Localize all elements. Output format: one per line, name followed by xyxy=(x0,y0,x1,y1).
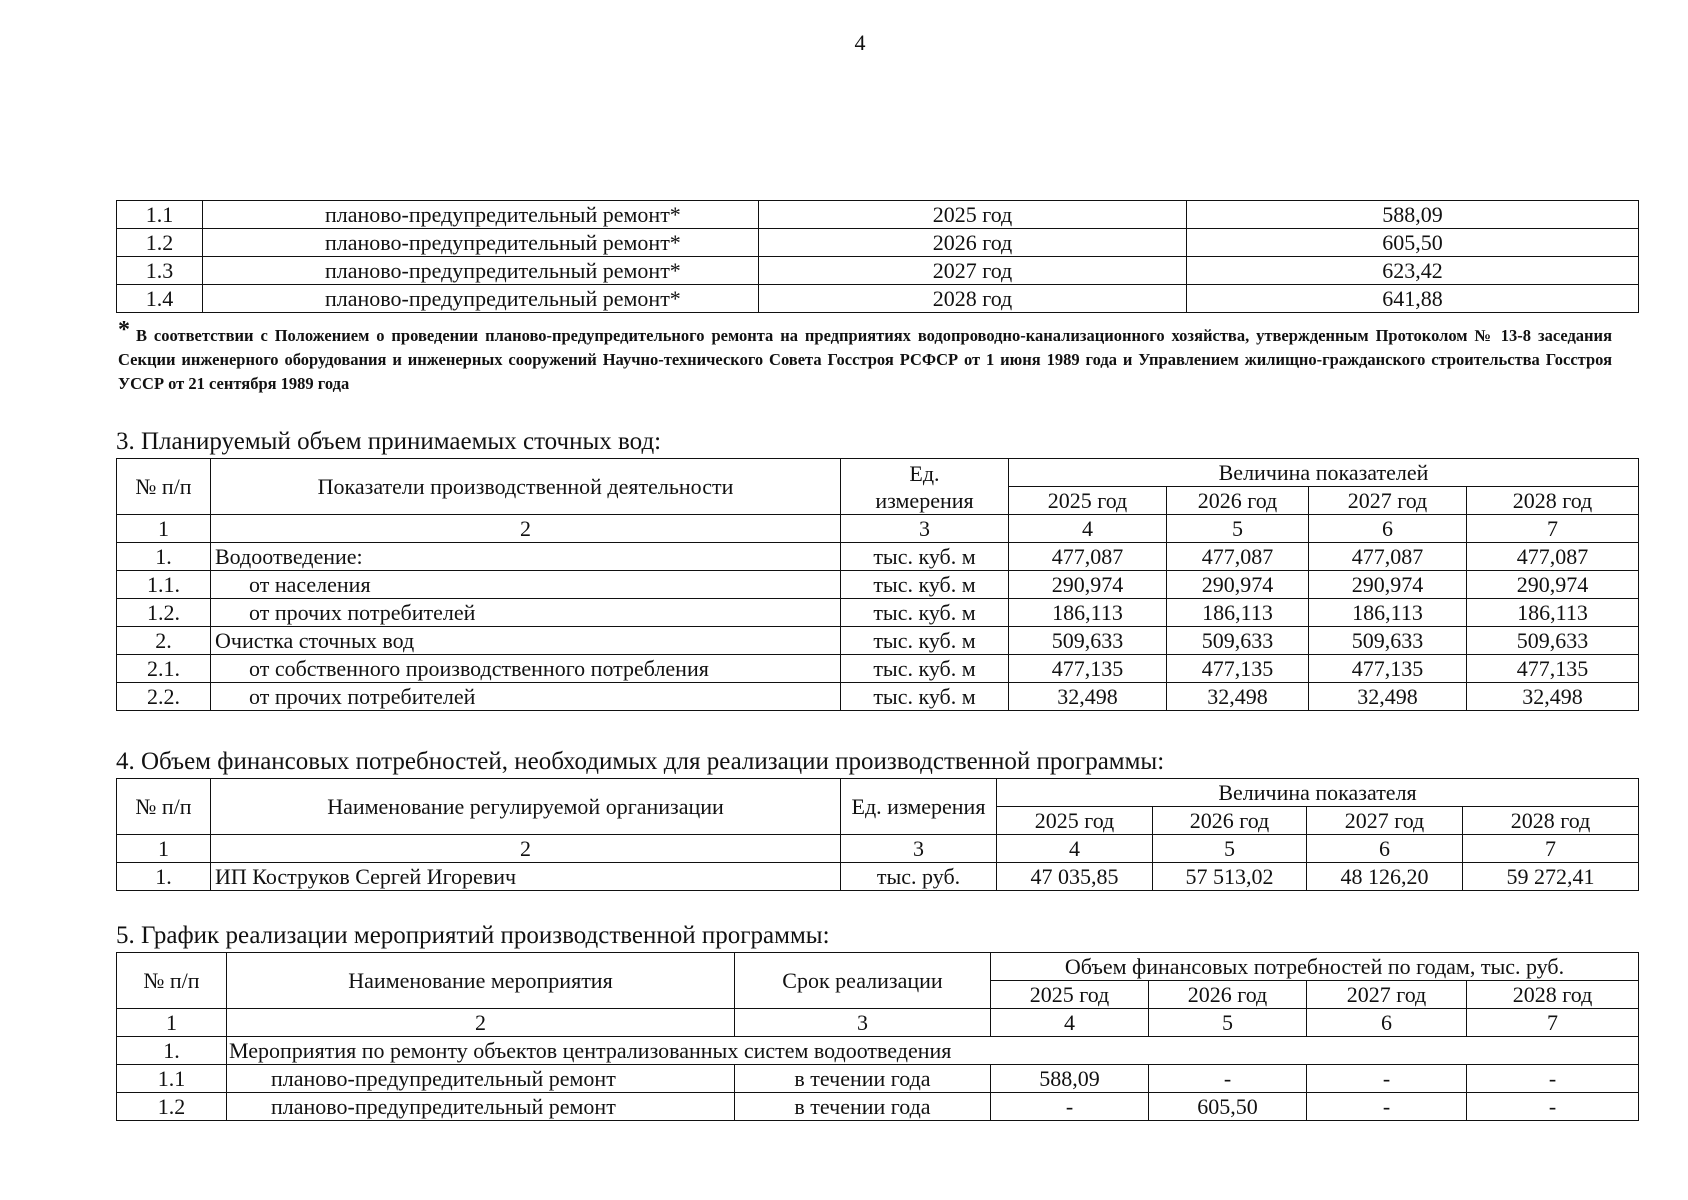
row-value: 290,974 xyxy=(1167,571,1309,599)
row-value: 290,974 xyxy=(1467,571,1639,599)
row-value: 57 513,02 xyxy=(1153,863,1307,891)
row-value: - xyxy=(1307,1093,1467,1121)
header-year: 2025 год xyxy=(997,807,1153,835)
header-num: № п/п xyxy=(117,953,227,1009)
row-value: 605,50 xyxy=(1187,229,1639,257)
financial-needs-table-header xyxy=(117,779,1639,863)
table-row xyxy=(117,229,1639,257)
row-number: 1.2. xyxy=(117,599,211,627)
row-name: планово-предупредительный ремонт* xyxy=(203,201,759,229)
row-value: 588,09 xyxy=(991,1065,1149,1093)
row-value: - xyxy=(1467,1093,1639,1121)
row-number: 1.1 xyxy=(117,1065,227,1093)
header-year: 2028 год xyxy=(1467,487,1639,515)
row-term: в течении года xyxy=(735,1065,991,1093)
financial-needs-table-body xyxy=(117,863,1639,891)
row-value: - xyxy=(991,1093,1149,1121)
row-number: 1.2 xyxy=(117,229,203,257)
header-group: Объем финансовых потребностей по годам, тыс. руб. xyxy=(991,953,1639,981)
row-number: 2. xyxy=(117,627,211,655)
row-value: 186,113 xyxy=(1309,599,1467,627)
row-name: планово-предупредительный ремонт xyxy=(227,1093,735,1121)
row-value: 509,633 xyxy=(1467,627,1639,655)
row-value: 32,498 xyxy=(1467,683,1639,711)
col-number: 2 xyxy=(211,835,841,863)
wastewater-volume-table xyxy=(116,458,1639,711)
row-name: от собственного производственного потребления xyxy=(211,655,841,683)
header-group: Величина показателя xyxy=(997,779,1639,807)
col-number: 6 xyxy=(1307,1009,1467,1037)
row-value: 477,087 xyxy=(1309,543,1467,571)
row-value: 477,135 xyxy=(1309,655,1467,683)
col-number: 5 xyxy=(1153,835,1307,863)
col-number: 3 xyxy=(841,835,997,863)
row-name: планово-предупредительный ремонт* xyxy=(203,285,759,313)
row-number: 1.3 xyxy=(117,257,203,285)
row-number: 2.1. xyxy=(117,655,211,683)
section5-title: 5. График реализации мероприятий производственной программы: xyxy=(116,922,830,949)
table-row xyxy=(117,257,1639,285)
row-value: 509,633 xyxy=(1009,627,1167,655)
col-number: 1 xyxy=(117,515,211,543)
col-number: 5 xyxy=(1167,515,1309,543)
table-row xyxy=(117,655,1639,683)
row-value: 605,50 xyxy=(1149,1093,1307,1121)
table-row xyxy=(117,627,1639,655)
header-year: 2026 год xyxy=(1153,807,1307,835)
row-value: 477,135 xyxy=(1009,655,1167,683)
row-value: 509,633 xyxy=(1309,627,1467,655)
row-value: 290,974 xyxy=(1009,571,1167,599)
header-unit: Ед. измерения xyxy=(841,779,997,835)
header-year: 2026 год xyxy=(1149,981,1307,1009)
row-value: 59 272,41 xyxy=(1463,863,1639,891)
footnote xyxy=(118,317,1612,396)
schedule-table-header xyxy=(117,953,1639,1065)
col-number: 6 xyxy=(1309,515,1467,543)
row-value: 32,498 xyxy=(1167,683,1309,711)
row-value: 32,498 xyxy=(1309,683,1467,711)
header-term: Срок реализации xyxy=(735,953,991,1009)
row-name: планово-предупредительный ремонт xyxy=(227,1065,735,1093)
col-number: 3 xyxy=(841,515,1009,543)
row-value: 186,113 xyxy=(1167,599,1309,627)
row-term: в течении года xyxy=(735,1093,991,1121)
schedule-table-body xyxy=(117,1065,1639,1121)
row-name: от прочих потребителей xyxy=(211,599,841,627)
section3-title: 3. Планируемый объем принимаемых сточных вод: xyxy=(116,428,662,455)
row-number: 1.1. xyxy=(117,571,211,599)
row-value: 588,09 xyxy=(1187,201,1639,229)
footnote-text: В соответствии с Положением о проведении планово-предупредительного ремонта на предприятиях водопроводно-канализационного хозяйства, утвержденным Протоколом № 13-8 заседания Секции инженерного оборудования и инженерных сооружений Научно-технического Совета Госстроя РСФСР от 1 июня 1989 года и Управлением жилищно-гражданского строительства Госстроя УССР от 21 сентября 1989 года xyxy=(118,326,1612,393)
row-value: 509,633 xyxy=(1167,627,1309,655)
page-number: 4 xyxy=(854,30,866,55)
col-number: 4 xyxy=(1009,515,1167,543)
header-measure: Наименование мероприятия xyxy=(227,953,735,1009)
col-number: 7 xyxy=(1463,835,1639,863)
repair-cost-table-body xyxy=(117,201,1639,313)
row-value: 186,113 xyxy=(1467,599,1639,627)
header-year: 2026 год xyxy=(1167,487,1309,515)
row-value: 290,974 xyxy=(1309,571,1467,599)
row-value: - xyxy=(1467,1065,1639,1093)
row-name: от прочих потребителей xyxy=(211,683,841,711)
row-value: 48 126,20 xyxy=(1307,863,1463,891)
row-name: планово-предупредительный ремонт* xyxy=(203,229,759,257)
header-year: 2027 год xyxy=(1307,807,1463,835)
col-number: 6 xyxy=(1307,835,1463,863)
row-value: 186,113 xyxy=(1009,599,1167,627)
row-value: 32,498 xyxy=(1009,683,1167,711)
row-value: 477,087 xyxy=(1167,543,1309,571)
row-unit: тыс. куб. м xyxy=(841,683,1009,711)
col-number: 1 xyxy=(117,1009,227,1037)
group-row-num: 1. xyxy=(117,1037,227,1065)
row-unit: тыс. куб. м xyxy=(841,627,1009,655)
table-row xyxy=(117,1093,1639,1121)
repair-cost-table xyxy=(116,200,1639,313)
col-number: 5 xyxy=(1149,1009,1307,1037)
row-name: планово-предупредительный ремонт* xyxy=(203,257,759,285)
header-unit-line2: измерения xyxy=(875,487,974,513)
row-value: 477,135 xyxy=(1467,655,1639,683)
table-row xyxy=(117,285,1639,313)
col-number: 7 xyxy=(1467,515,1639,543)
col-number: 2 xyxy=(211,515,841,543)
row-number: 2.2. xyxy=(117,683,211,711)
header-unit xyxy=(841,459,1009,515)
table-row xyxy=(117,599,1639,627)
row-value: 477,087 xyxy=(1009,543,1167,571)
header-unit-line1: Ед. xyxy=(909,460,940,486)
row-unit: тыс. куб. м xyxy=(841,599,1009,627)
header-indicator: Показатели производственной деятельности xyxy=(211,459,841,515)
row-value: 477,087 xyxy=(1467,543,1639,571)
table-row xyxy=(117,683,1639,711)
row-year: 2028 год xyxy=(759,285,1187,313)
col-number: 1 xyxy=(117,835,211,863)
col-number: 7 xyxy=(1467,1009,1639,1037)
col-number: 4 xyxy=(997,835,1153,863)
row-name: ИП Коструков Сергей Игоревич xyxy=(211,863,841,891)
header-year: 2027 год xyxy=(1309,487,1467,515)
header-num: № п/п xyxy=(117,459,211,515)
row-value: - xyxy=(1149,1065,1307,1093)
wastewater-volume-table-body xyxy=(117,543,1639,711)
row-name: от населения xyxy=(211,571,841,599)
table-row xyxy=(117,543,1639,571)
schedule-table xyxy=(116,952,1639,1121)
table-row xyxy=(117,201,1639,229)
row-name: Водоотведение: xyxy=(211,543,841,571)
row-number: 1. xyxy=(117,543,211,571)
row-name: Очистка сточных вод xyxy=(211,627,841,655)
footnote-star: * xyxy=(118,317,130,343)
row-value: - xyxy=(1307,1065,1467,1093)
row-unit: тыс. куб. м xyxy=(841,655,1009,683)
header-year: 2028 год xyxy=(1463,807,1639,835)
section4-title: 4. Объем финансовых потребностей, необходимых для реализации производственной программы: xyxy=(116,748,1165,775)
row-value: 477,135 xyxy=(1167,655,1309,683)
row-unit: тыс. руб. xyxy=(841,863,997,891)
group-row-name: Мероприятия по ремонту объектов централизованных систем водоотведения xyxy=(227,1037,1639,1065)
row-number: 1.1 xyxy=(117,201,203,229)
col-number: 2 xyxy=(227,1009,735,1037)
row-unit: тыс. куб. м xyxy=(841,571,1009,599)
row-year: 2027 год xyxy=(759,257,1187,285)
wastewater-volume-table-header xyxy=(117,459,1639,543)
header-year: 2027 год xyxy=(1307,981,1467,1009)
row-year: 2025 год xyxy=(759,201,1187,229)
header-year: 2025 год xyxy=(1009,487,1167,515)
table-row xyxy=(117,1065,1639,1093)
row-number: 1.2 xyxy=(117,1093,227,1121)
col-number: 3 xyxy=(735,1009,991,1037)
row-year: 2026 год xyxy=(759,229,1187,257)
row-value: 623,42 xyxy=(1187,257,1639,285)
row-number: 1.4 xyxy=(117,285,203,313)
row-value: 47 035,85 xyxy=(997,863,1153,891)
header-num: № п/п xyxy=(117,779,211,835)
row-value: 641,88 xyxy=(1187,285,1639,313)
header-year: 2025 год xyxy=(991,981,1149,1009)
header-group: Величина показателей xyxy=(1009,459,1639,487)
table-row xyxy=(117,863,1639,891)
header-org: Наименование регулируемой организации xyxy=(211,779,841,835)
row-unit: тыс. куб. м xyxy=(841,543,1009,571)
financial-needs-table xyxy=(116,778,1639,891)
row-number: 1. xyxy=(117,863,211,891)
header-year: 2028 год xyxy=(1467,981,1639,1009)
col-number: 4 xyxy=(991,1009,1149,1037)
table-row xyxy=(117,571,1639,599)
